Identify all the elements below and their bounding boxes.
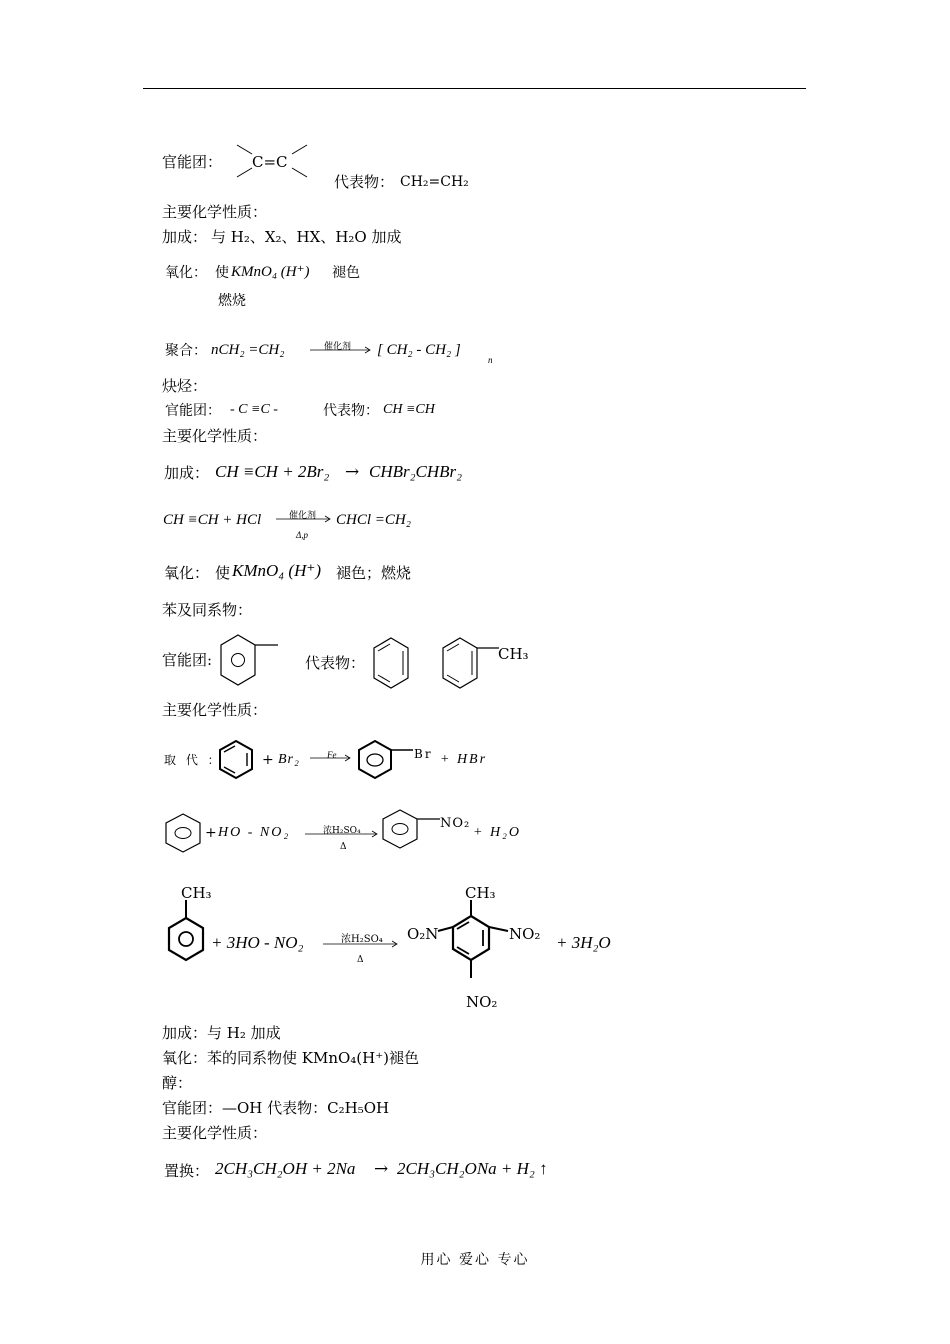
tnt-water: + 3H₂O [556, 933, 611, 952]
brom-arrow [310, 754, 354, 764]
nit-no2: NO₂ [440, 816, 471, 831]
alkene-ox-label: 氧化： [165, 265, 207, 281]
alcohol-eq-left: 2CH₃CH₂OH + 2Na [215, 1159, 356, 1178]
tnt-o2n: O₂N [407, 925, 439, 943]
nit-reagent: HO - NO₂ [218, 825, 291, 840]
nitrobenzene-icon [382, 808, 444, 852]
alcohol-arrow: → [374, 1159, 389, 1179]
alkyne-title: 炔烃： [162, 377, 208, 395]
alkene-poly-n: n [488, 355, 493, 365]
alkyne-hcl-left: CH ≡CH + HCl [163, 512, 262, 528]
benzene-func-label: 官能团: [162, 651, 213, 669]
nit-cond: Δ [340, 842, 347, 852]
page-footer: 用心 爱心 专心 [420, 1252, 530, 1268]
benzene-title: 苯及同系物： [162, 601, 253, 619]
nit-plus: + [205, 825, 217, 841]
tnt-cond: Δ [357, 955, 364, 965]
alkene-ox-post: 褪色 [332, 265, 360, 281]
alkene-rep: CH₂=CH₂ [400, 174, 469, 190]
bromobenzene-icon [357, 739, 417, 781]
tnt-no2-right: NO₂ [509, 925, 541, 943]
alkene-add-text: 与 H₂、X₂、HX、H₂O 加成 [211, 228, 402, 246]
alkyne-ox-post: 褪色；燃烧 [336, 564, 412, 582]
benzene-func-ring-icon [218, 633, 288, 689]
alcohol-func: 官能团：—OH 代表物：C₂H₅OH [162, 1099, 390, 1117]
alkyne-ox-pre: 使 [215, 564, 231, 582]
alkene-poly-right: [ CH₂ - CH₂ ] [377, 342, 461, 358]
alkyne-ox-label: 氧化： [164, 564, 210, 582]
benzene-ox: 氧化：苯的同系物使 KMnO₄(H⁺)褪色 [162, 1049, 420, 1067]
toluene-ch3: CH₃ [498, 645, 529, 663]
alkene-rep-label: 代表物： [334, 173, 395, 191]
alcohol-rep-label: 置换： [164, 1162, 210, 1180]
alkyne-func-label: 官能团： [165, 403, 221, 419]
toluene-kekule-icon [441, 636, 501, 692]
alkene-props-label: 主要化学性质： [162, 203, 268, 221]
alkyne-add-eq-right: CHBr₂CHBr₂ [369, 462, 463, 481]
alkyne-add-eq-left: CH ≡CH + 2Br₂ [215, 462, 330, 481]
benzene-sub-label: 取 代 ： [164, 753, 223, 767]
benzene-rep-label: 代表物： [305, 654, 366, 672]
benzene-h2-add: 加成：与 H₂ 加成 [162, 1024, 281, 1042]
brom-benzene-icon [218, 739, 258, 781]
alkyne-hcl-arrow [276, 515, 336, 525]
alkene-ox-pre: 使 [215, 265, 229, 281]
alkene-func-label: 官能团： [162, 153, 223, 171]
alkene-poly-label: 聚合： [165, 343, 207, 359]
alkyne-func: - C ≡C - [230, 402, 278, 417]
alkene-ox-formula: KMnO₄ (H⁺) [231, 264, 310, 280]
tnt-arrow [323, 940, 401, 950]
alcohol-title: 醇： [162, 1074, 193, 1092]
brom-hbr: + HBr [440, 752, 488, 767]
alkyne-add-arrow: → [345, 462, 360, 482]
alkene-poly-arrow [310, 346, 375, 356]
brom-fe: Fe [327, 750, 337, 760]
tnt-no2-bottom: NO₂ [466, 993, 498, 1011]
benzene-props-label: 主要化学性质： [162, 701, 268, 719]
nit-h2o: + H₂O [473, 825, 522, 840]
alkyne-add-label: 加成： [164, 464, 210, 482]
alkyne-hcl-right: CHCl =CH₂ [336, 512, 411, 528]
alkyne-props-label: 主要化学性质： [162, 427, 268, 445]
tnt-toluene-ch3: CH₃ [181, 884, 212, 902]
alkene-poly-left: nCH₂ =CH₂ [211, 342, 285, 358]
alkyne-hcl-cat: 催化剂 [289, 511, 317, 521]
nit-benzene-icon [165, 812, 205, 856]
brom-plus: + [262, 752, 274, 768]
alcohol-eq-right: 2CH₃CH₂ONa + H₂ ↑ [397, 1159, 548, 1178]
alkyne-rep: CH ≡CH [383, 402, 435, 417]
alkene-add-label: 加成： [162, 228, 208, 246]
alkene-poly-cat: 催化剂 [324, 342, 352, 352]
header-rule [143, 88, 806, 89]
tnt-cat: 浓H₂SO₄ [341, 934, 383, 945]
tnt-product-icon [436, 898, 516, 993]
alkene-cc: C=C [252, 153, 288, 171]
alkene-burn: 燃烧 [218, 293, 246, 309]
brom-br2: Br₂ [278, 752, 300, 767]
alkyne-hcl-cond: Δ,p [296, 530, 309, 540]
alkyne-rep-label: 代表物： [323, 403, 379, 419]
tnt-reagent: + 3HO - NO₂ [211, 933, 304, 952]
brom-br: Br [414, 747, 433, 761]
alcohol-props-label: 主要化学性质： [162, 1124, 268, 1142]
alkyne-ox-formula: KMnO₄ (H⁺) [232, 561, 322, 580]
nit-cat: 浓H₂SO₄ [323, 826, 361, 836]
benzene-kekule-icon [372, 636, 412, 692]
tnt-product-ch3: CH₃ [465, 884, 496, 902]
tnt-toluene-icon [167, 898, 209, 973]
